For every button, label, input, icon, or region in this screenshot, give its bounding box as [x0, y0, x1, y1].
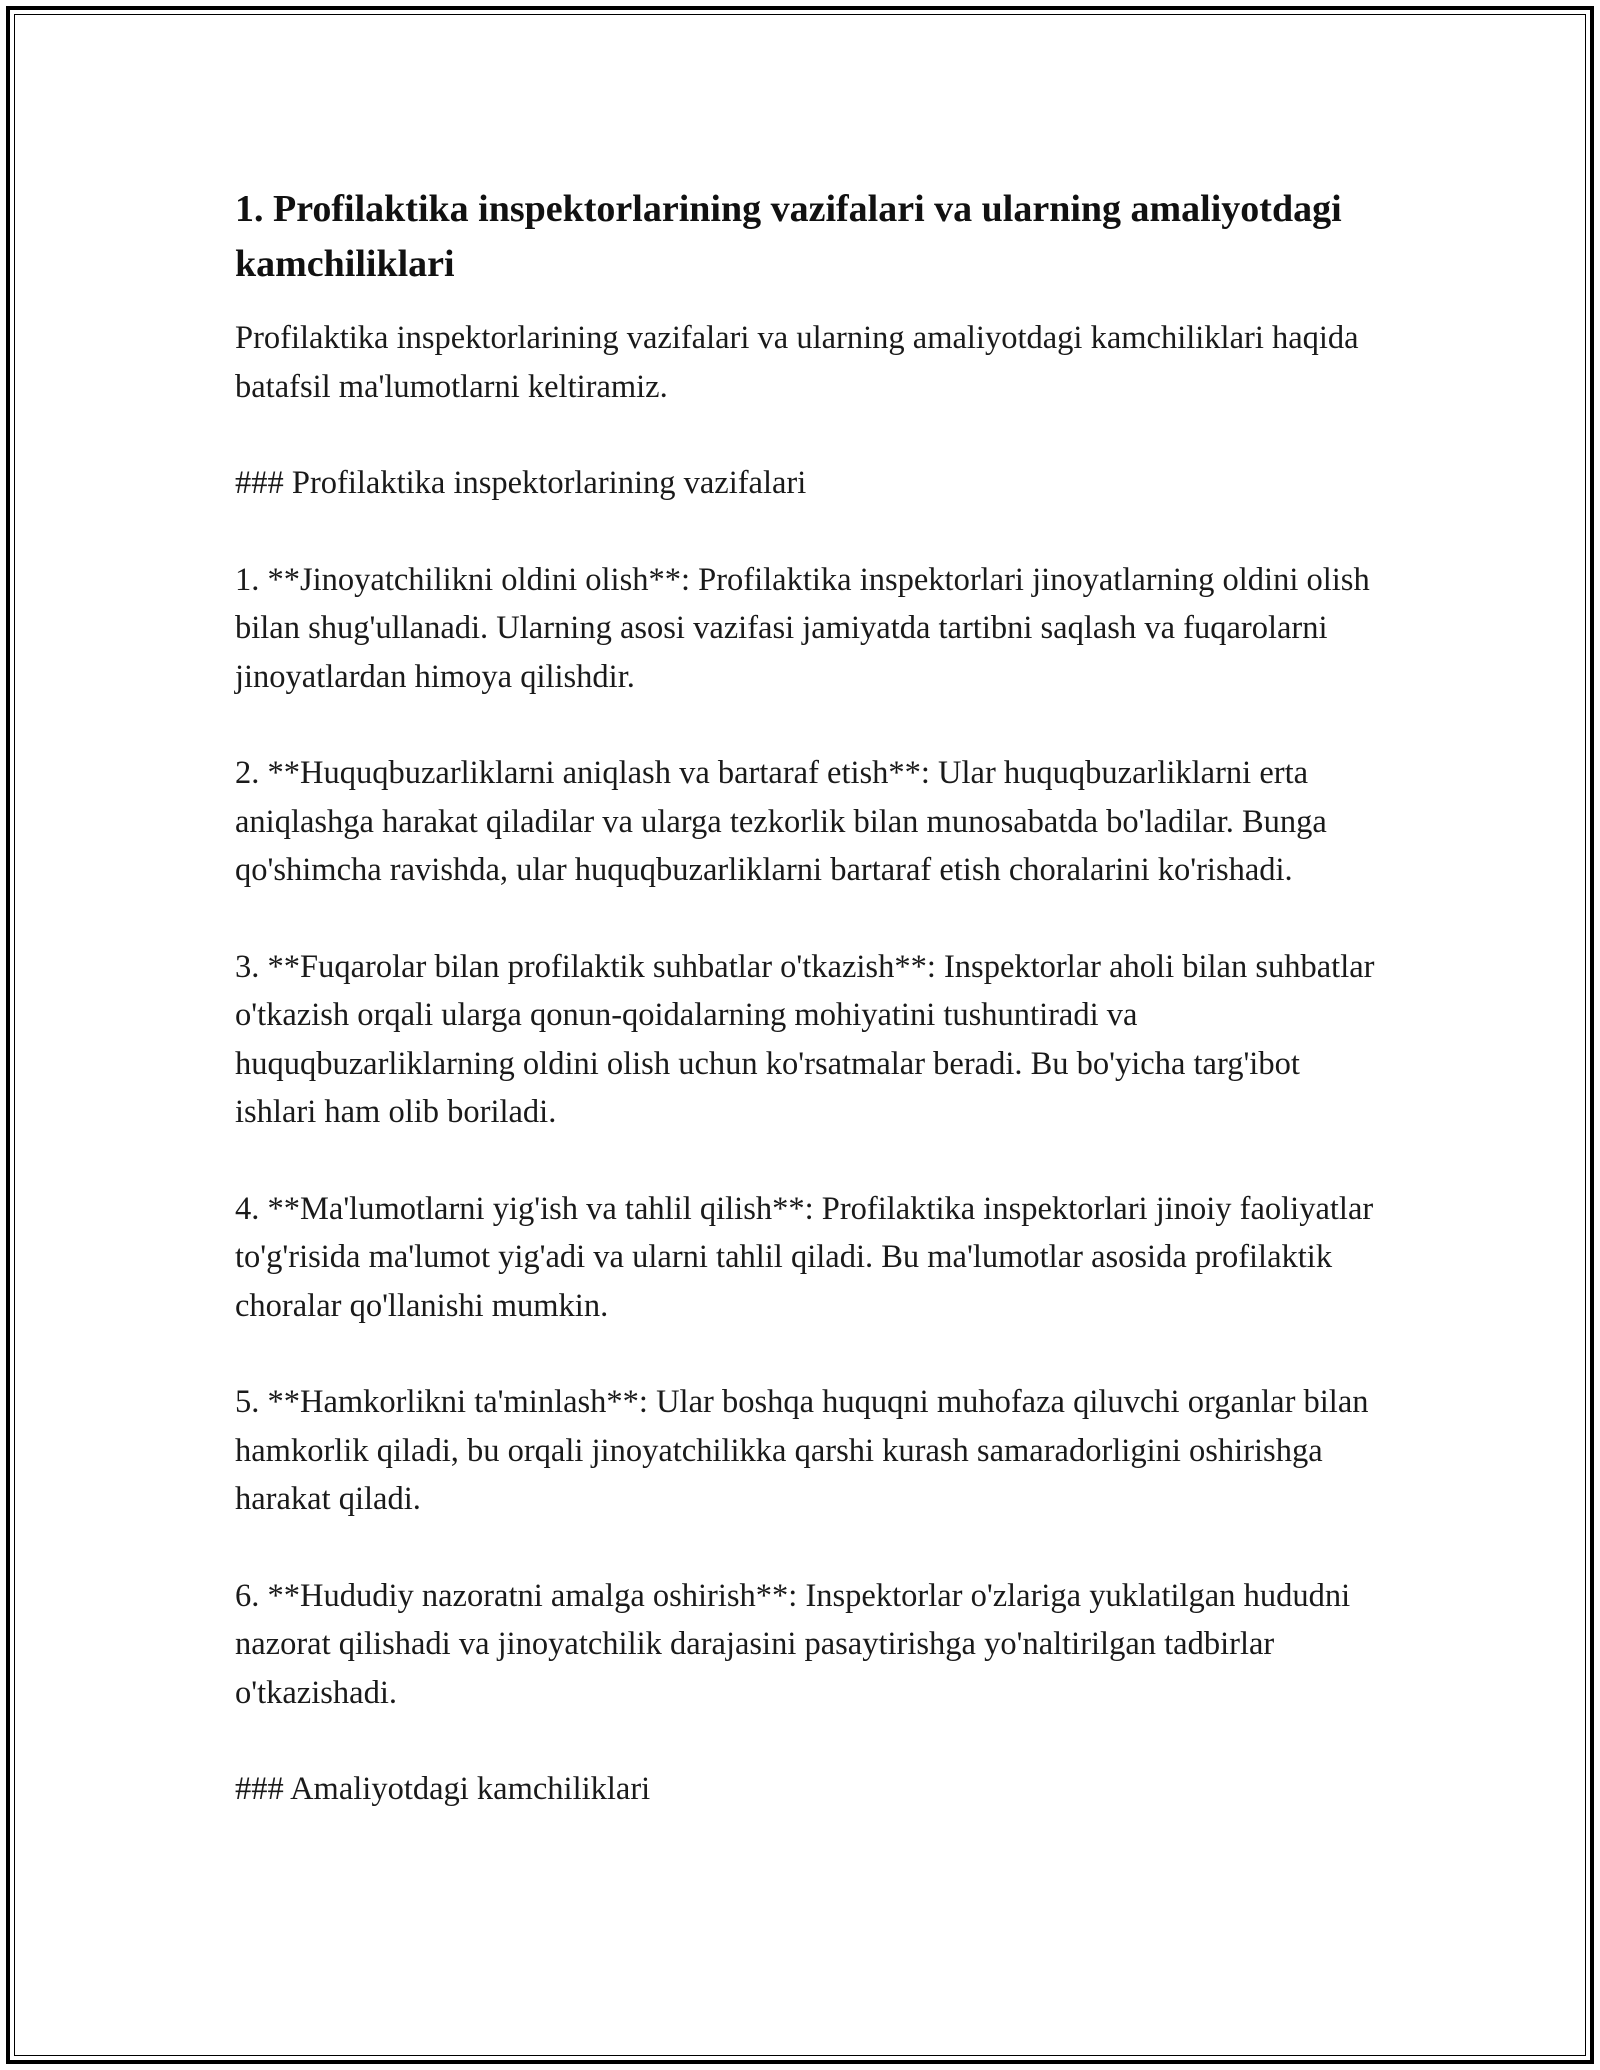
duty-item-3: 3. **Fuqarolar bilan profilaktik suhbatlar o'tkazish**: Inspektorlar aholi bilan suhbatlar o'tkazish orqali ularga qonun-qoidalarning mohiyatini tushuntiradi va huquqbuzarliklarning oldini olish uchun ko'rsatmalar beradi. Bu bo'yicha targ'ibot ishlari ham olib boriladi.: [235, 948, 1375, 1130]
duty-item-5: 5. **Hamkorlikni ta'minlash**: Ular boshqa huquqni muhofaza qiluvchi organlar bilan hamkorlik qiladi, bu orqali jinoyatchilikka qarshi kurash samaradorligini oshirishga harakat qiladi.: [235, 1384, 1369, 1517]
intro-paragraph: Profilaktika inspektorlarining vazifalari va ularning amaliyotdagi kamchiliklari haqida batafsil ma'lumotlarni keltiramiz.: [235, 320, 1359, 405]
section-heading-shortcomings: ### Amaliyotdagi kamchiliklari: [235, 1771, 651, 1807]
duty-item-6: 6. **Hududiy nazoratni amalga oshirish**: Inspektorlar o'zlariga yuklatilgan hududni nazorat qilishadi va jinoyatchilik darajasini pasaytirishga yo'naltirilgan tadbirlar o'tkazishadi.: [235, 1577, 1351, 1711]
duty-item-4: 4. **Ma'lumotlarni yig'ish va tahlil qilish**: Profilaktika inspektorlari jinoiy faoliyatlar to'g'risida ma'lumot yig'adi va ularni tahlil qiladi. Bu ma'lumotlar asosida profilaktik choralar qo'llanishi mumkin.: [235, 1190, 1374, 1324]
duty-item-2: 2. **Huquqbuzarliklarni aniqlash va bartaraf etish**: Ular huquqbuzarliklarni erta aniqlashga harakat qiladilar va ularga tezkorlik bilan munosabatda bo'ladilar. Bunga qo'shimcha ravishda, ular huquqbuzarliklarni bartaraf etish choralarini ko'rishadi.: [235, 755, 1327, 888]
duty-item-1: 1. **Jinoyatchilikni oldini olish**: Profilaktika inspektorlari jinoyatlarning oldini olish bilan shug'ullanadi. Ularning asosi vazifasi jamiyatda tartibni saqlash va fuqarolarni jinoyatlardan himoya qilishdir.: [235, 561, 1370, 695]
section-heading-duties: ### Profilaktika inspektorlarining vazifalari: [235, 465, 807, 501]
document-title: 1. Profilaktika inspektorlarining vazifalari va ularning amaliyotdagi kamchiliklari: [235, 188, 1342, 285]
document-body: [235, 182, 1375, 1862]
